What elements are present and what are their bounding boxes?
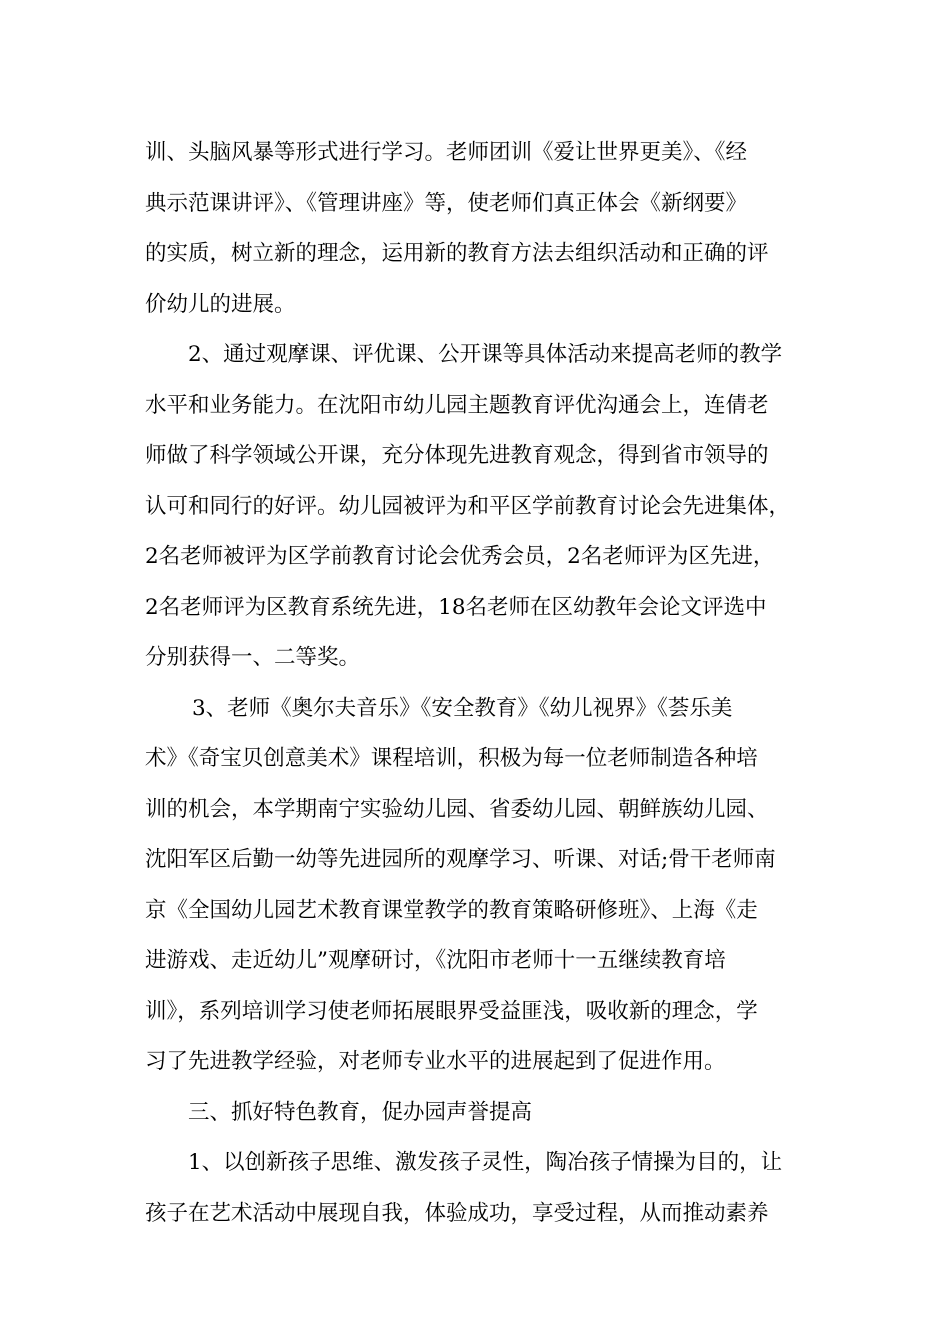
- body-text-line: 训、头脑风暴等形式进行学习。老师团训《爱让世界更美》、《经: [145, 140, 748, 165]
- body-text-line: 训》，系列培训学习使老师拓展眼界受益匪浅，吸收新的理念，学: [145, 998, 758, 1024]
- body-text-line: 进游戏、走近幼儿”观摩研讨，《沈阳市老师十一五继续教育培: [145, 948, 726, 973]
- body-text-line: 分别获得一、二等奖。: [145, 645, 361, 670]
- document-body: [145, 128, 825, 1239]
- body-text-line: 2名老师评为区教育系统先进，18名老师在区幼教年会论文评选中: [145, 594, 767, 620]
- body-text-line: 孩子在艺术活动中展现自我，体验成功，享受过程，从而推动素养: [145, 1200, 769, 1226]
- body-text-line: 师做了科学领域公开课，充分体现先进教育观念，得到省市领导的: [145, 443, 769, 468]
- body-text-line: 价幼儿的进展。: [145, 291, 296, 317]
- body-text-line: 术》《奇宝贝创意美术》课程培训，积极为每一位老师制造各种培: [145, 746, 758, 771]
- body-text-line: 2名老师被评为区学前教育讨论会优秀会员，2名老师评为区先进，: [145, 544, 775, 569]
- body-text-line: 习了先进教学经验，对老师专业水平的进展起到了促进作用。: [145, 1049, 726, 1074]
- body-text-line: 水平和业务能力。在沈阳市幼儿园主题教育评优沟通会上，连倩老: [145, 392, 769, 418]
- paragraph-first-line: 3、老师《奥尔夫音乐》《安全教育》《幼儿视界》《荟乐美: [192, 695, 733, 721]
- paragraph-first-line: 1、以创新孩子思维、激发孩子灵性，陶冶孩子情操为目的，让: [188, 1150, 783, 1175]
- body-text-line: 认可和同行的好评。幼儿园被评为和平区学前教育讨论会先进集体，: [145, 493, 791, 519]
- section-heading: 三、抓好特色教育，促办园声誉提高: [188, 1099, 533, 1125]
- body-text-line: 的实质，树立新的理念，运用新的教育方法去组织活动和正确的评: [145, 241, 769, 266]
- paragraph-first-line: 2、通过观摩课、评优课、公开课等具体活动来提高老师的教学: [188, 342, 783, 367]
- body-text-line: 训的机会，本学期南宁实验幼儿园、省委幼儿园、朝鲜族幼儿园、: [145, 796, 769, 822]
- body-text-line: 京《全国幼儿园艺术教育课堂教学的教育策略研修班》、上海《走: [145, 897, 758, 923]
- body-text-line: 沈阳军区后勤一幼等先进园所的观摩学习、听课、对话;骨干老师南: [145, 847, 776, 872]
- body-text-line: 典示范课讲评》、《管理讲座》等，使老师们真正体会《新纲要》: [145, 190, 748, 216]
